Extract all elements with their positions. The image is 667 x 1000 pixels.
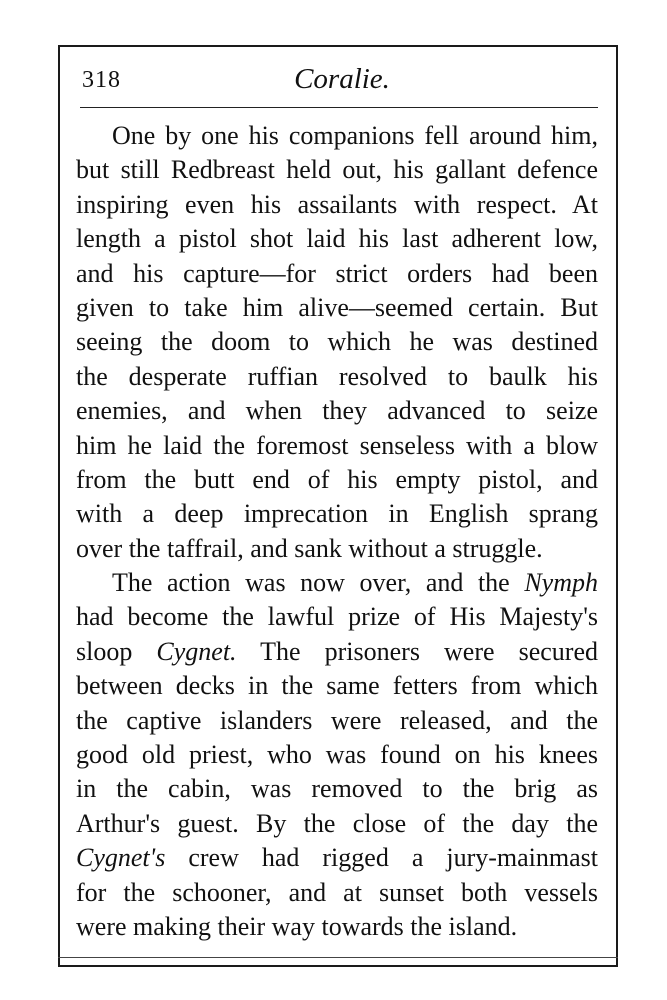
text-run: The action was now over, and the: [112, 568, 525, 598]
text-line: and his capture—for strict orders had been: [76, 258, 598, 288]
text-line: were making their way towards the island.: [76, 911, 518, 941]
text-line: him he laid the foremost senseless with a blow: [76, 430, 598, 460]
text-line: the desperate ruffian resolved to baulk his: [76, 361, 598, 391]
header-rule: [80, 107, 598, 108]
ship-name: Nymph: [524, 568, 598, 598]
text-line: for the schooner, and at sunset both vessels: [76, 877, 598, 907]
text-line: had become the lawful prize of His Majesty's: [76, 602, 598, 632]
paragraph: [76, 119, 598, 566]
text-line: over the taffrail, and sank without a struggle.: [76, 533, 543, 563]
text-line: between decks in the same fetters from which: [76, 671, 598, 701]
text-line: length a pistol shot laid his last adherent low,: [76, 224, 598, 254]
page-number: 318: [82, 67, 121, 93]
text-line: seeing the doom to which he was destined: [76, 327, 598, 357]
ship-name: Cygnet.: [156, 636, 237, 666]
body-text: [76, 119, 598, 944]
text-line: Arthur's guest. By the close of the day the: [76, 808, 598, 838]
text-line: [76, 566, 598, 600]
text-line: with a deep imprecation in English sprang: [76, 499, 598, 529]
text-line: enemies, and when they advanced to seize: [76, 396, 598, 426]
bottom-rule: [58, 957, 618, 958]
text-line: but still Redbreast held out, his gallant defence: [76, 155, 598, 185]
text-line: given to take him alive—seemed certain. But: [76, 292, 598, 322]
ship-name: Cygnet's: [76, 843, 166, 873]
text-run: crew had rigged a jury-mainmast: [165, 843, 598, 873]
text-line: [76, 841, 598, 875]
running-head: [82, 55, 602, 103]
text-line: the captive islanders were released, and the: [76, 705, 598, 735]
text-line: inspiring even his assailants with respect. At: [76, 189, 598, 219]
text-line: good old priest, who was found on his knees: [76, 740, 598, 770]
text-line: One by one his companions fell around him,: [112, 121, 598, 150]
paragraph: [76, 566, 598, 944]
text-run: sloop: [76, 636, 157, 666]
text-line: [76, 635, 598, 669]
page-title: Coralie.: [294, 63, 390, 95]
text-run: The prisoners were secured: [236, 636, 598, 666]
text-line: from the butt end of his empty pistol, and: [76, 464, 598, 494]
text-line: in the cabin, was removed to the brig as: [76, 774, 598, 804]
